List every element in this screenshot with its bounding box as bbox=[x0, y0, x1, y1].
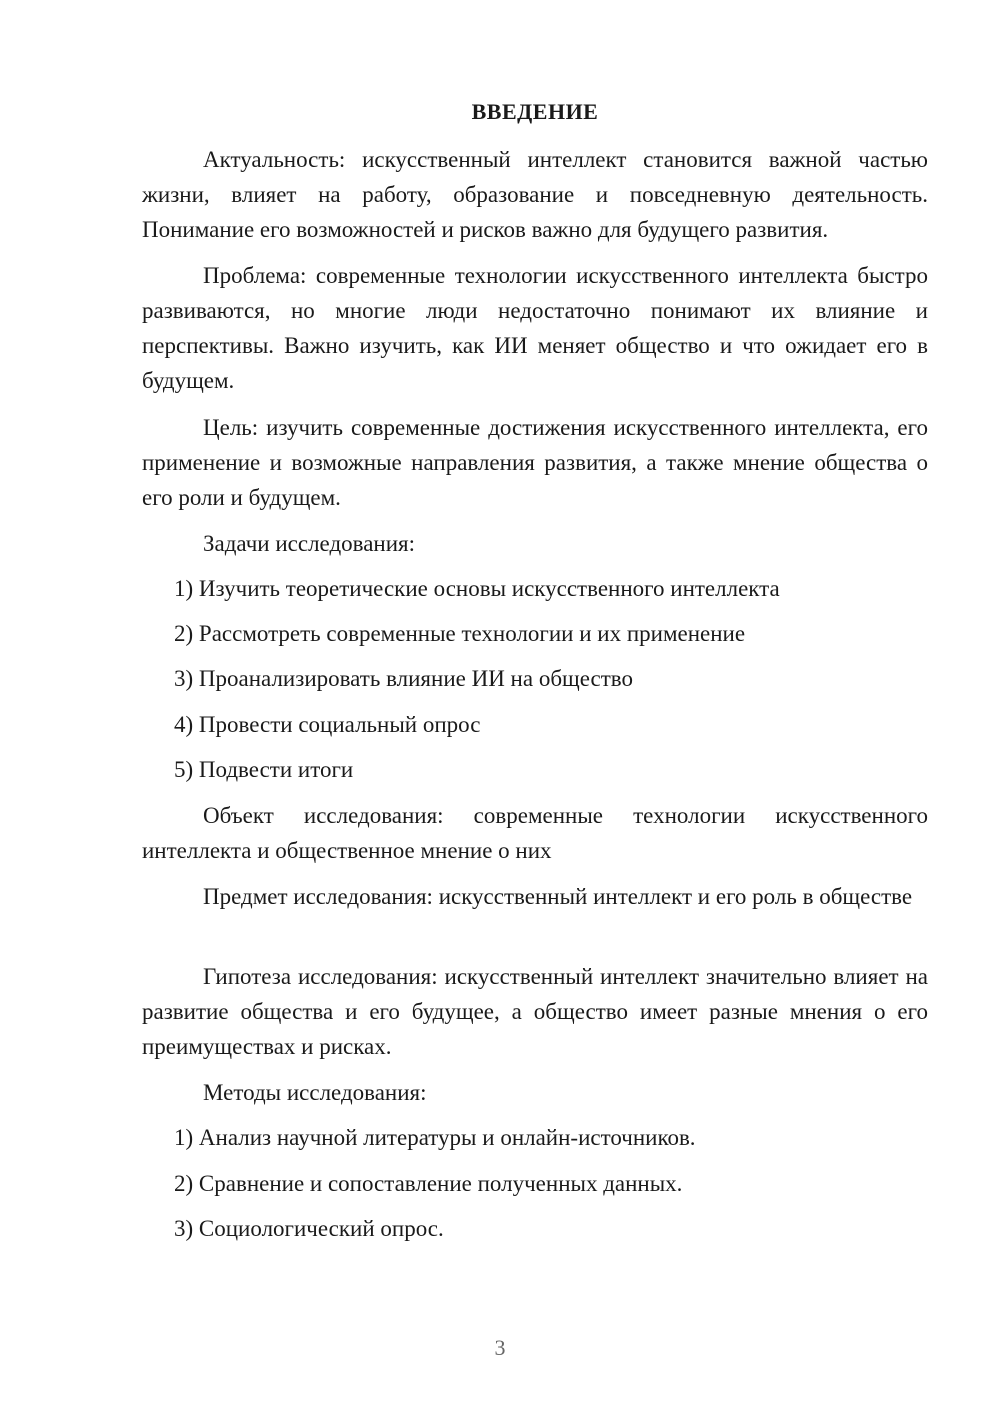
method-item-2: 2) Сравнение и сопоставление полученных данных. bbox=[174, 1171, 683, 1196]
methods-heading: Методы исследования: bbox=[203, 1080, 427, 1105]
task-item-1: 1) Изучить теоретические основы искусственного интеллекта bbox=[174, 576, 780, 601]
task-item-3: 3) Проанализировать влияние ИИ на общество bbox=[174, 666, 633, 691]
goal-paragraph: Цель: изучить современные достижения искусственного интеллекта, его применение и возможные направления развития, а также мнение общества о его роли и будущем. bbox=[142, 415, 928, 510]
task-item-2: 2) Рассмотреть современные технологии и их применение bbox=[174, 621, 746, 646]
object-paragraph: Объект исследования: современные технологии искусственного интеллекта и общественное мнение о них bbox=[142, 803, 928, 863]
task-item-4: 4) Провести социальный опрос bbox=[174, 712, 481, 737]
task-item-5: 5) Подвести итоги bbox=[174, 757, 354, 782]
subject-paragraph: Предмет исследования: искусственный интеллект и его роль в обществе bbox=[203, 884, 913, 909]
relevance-paragraph: Актуальность: искусственный интеллект становится важной частью жизни, влияет на работу, образование и повседневную деятельность. Понимание его возможностей и рисков важно для будущего развития. bbox=[142, 147, 928, 242]
hypothesis-paragraph: Гипотеза исследования: искусственный интеллект значительно влияет на развитие общества и его будущее, а общество имеет разные мнения о его преимуществах и рисках. bbox=[142, 964, 928, 1059]
tasks-heading: Задачи исследования: bbox=[203, 531, 416, 556]
problem-paragraph: Проблема: современные технологии искусственного интеллекта быстро развиваются, но многие люди недостаточно понимают их влияние и перспективы. Важно изучить, как ИИ меняет общество и что ожидает его в будущем. bbox=[142, 263, 928, 393]
section-title: ВВЕДЕНИЕ bbox=[471, 99, 599, 124]
page-number: 3 bbox=[494, 1335, 506, 1360]
method-item-1: 1) Анализ научной литературы и онлайн-источников. bbox=[174, 1125, 696, 1150]
method-item-3: 3) Социологический опрос. bbox=[174, 1216, 444, 1241]
